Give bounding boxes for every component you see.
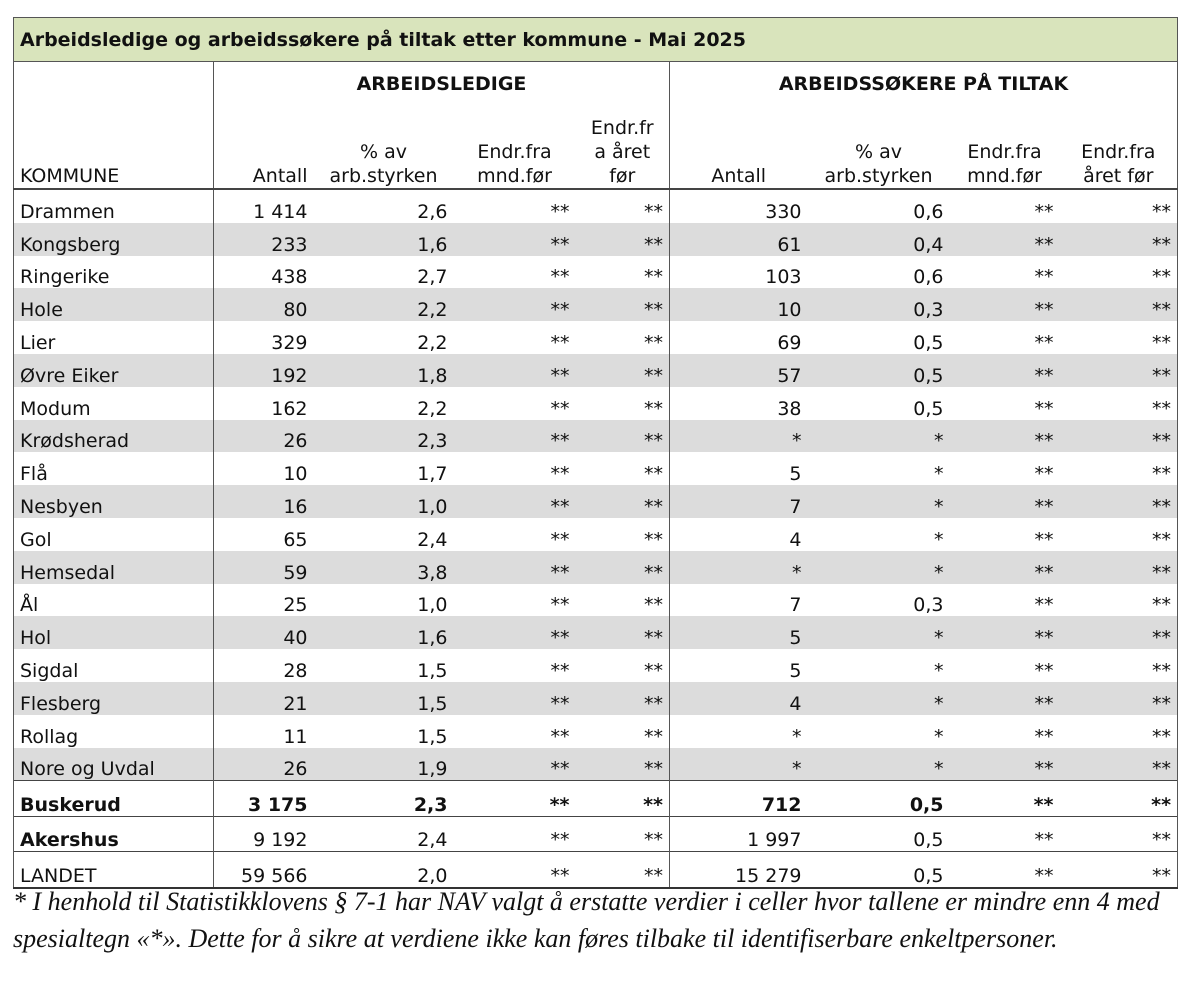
value-cell: 0,5 [913,331,944,354]
value-cell: 1,7 [417,463,448,486]
table-row [14,420,1178,453]
value-cell: 65 [283,528,308,551]
value-cell: ** [1060,189,1178,223]
kommune-cell: Drammen [14,189,214,223]
value-cell: * [670,748,808,781]
value-cell: 3,8 [314,551,454,584]
col-header-al-antall: Antall [214,106,314,189]
value-cell: * [934,725,944,748]
kommune-cell: Ål [14,584,214,617]
value-cell: ** [576,485,670,518]
value-cell: ** [950,682,1060,715]
value-cell: ** [1060,649,1178,682]
kommune-cell: Nore og Uvdal [14,748,214,781]
col-header-al-mnd: Endr.fra mnd.før [454,106,576,189]
kommune-cell: Krødsherad [14,420,214,453]
value-cell: 2,2 [417,397,448,420]
value-cell: ** [576,551,670,584]
value-cell: ** [454,223,576,256]
table-row [14,321,1178,354]
col-header-at-antall: Antall [670,106,808,189]
table-row [14,682,1178,715]
value-cell: ** [454,616,576,649]
value-cell: ** [1060,452,1178,485]
total-row [14,816,1178,852]
value-cell: ** [1060,223,1178,256]
value-cell: 2,2 [417,331,448,354]
value-cell: ** [576,387,670,420]
value-cell: ** [454,354,576,387]
value-cell: ** [1034,659,1054,682]
value-cell: ** [454,420,576,453]
value-cell: * [934,528,944,551]
value-cell: 1 414 [253,200,308,223]
value-cell: ** [576,321,670,354]
value-cell: 4 [670,682,808,715]
value-cell: ** [1034,331,1054,354]
value-cell: ** [1060,288,1178,321]
value-cell: 26 [214,748,314,781]
value-cell: 16 [214,485,314,518]
value-cell: ** [550,659,570,682]
value-cell: ** [550,266,570,289]
value-cell: ** [950,781,1060,817]
value-cell: ** [1060,682,1178,715]
kommune-cell: Ringerike [14,256,214,289]
value-cell: 712 [670,781,808,817]
value-cell: ** [576,518,670,551]
kommune-cell: Lier [14,321,214,354]
value-cell: ** [454,852,576,888]
kommune-cell: Akershus [14,816,214,852]
value-cell: 69 [777,331,802,354]
value-cell: ** [1060,518,1178,551]
value-cell: 3 175 [214,781,314,817]
value-cell: 5 [670,616,808,649]
value-cell: 1,8 [314,354,454,387]
value-cell: ** [1060,387,1178,420]
value-cell: 21 [214,682,314,715]
title-row [14,18,1178,62]
value-cell: ** [454,485,576,518]
value-cell: ** [576,288,670,321]
value-cell: 233 [214,223,314,256]
value-cell: ** [454,682,576,715]
group-header-arbeidsledige: ARBEIDSLEDIGE [214,62,670,107]
value-cell: * [934,659,944,682]
value-cell: 2,2 [314,288,454,321]
value-cell: ** [950,748,1060,781]
value-cell: 1,6 [314,223,454,256]
value-cell: 15 279 [670,852,808,888]
value-cell: ** [1034,594,1054,617]
kommune-cell: Hole [14,288,214,321]
value-cell: ** [576,189,670,223]
value-cell: 7 [670,485,808,518]
table-row [14,223,1178,256]
value-cell: ** [576,420,670,453]
value-cell: ** [550,463,570,486]
value-cell: 26 [214,420,314,453]
table-row [14,452,1178,485]
table-title: Arbeidsledige og arbeidssøkere på tiltak etter kommune - Mai 2025 [14,18,1178,62]
value-cell: 0,4 [808,223,950,256]
value-cell: 57 [670,354,808,387]
value-cell: 25 [283,594,308,617]
value-cell: ** [950,354,1060,387]
value-cell: ** [1034,266,1054,289]
value-cell: ** [950,420,1060,453]
value-cell: 0,3 [913,594,944,617]
table-totals [14,781,1178,888]
table-row [14,354,1178,387]
value-cell: * [792,725,802,748]
value-cell: ** [576,649,670,682]
footnote: * I henhold til Statistikklovens § 7-1 har NAV valgt å erstatte verdier i celler hvor tallene er mindre enn 4 med spesialtegn «*». Dette for å sikre at verdiene ikke kan føres tilbake til identifiserbare enkeltpersoner. [13,887,1160,953]
value-cell: 59 [214,551,314,584]
table-row [14,485,1178,518]
value-cell: ** [950,616,1060,649]
value-cell: 192 [214,354,314,387]
kommune-cell: Øvre Eiker [14,354,214,387]
kommune-cell: Buskerud [14,781,214,817]
table-row [14,551,1178,584]
table-row [14,715,1178,748]
value-cell: 438 [271,266,308,289]
value-cell: * [808,485,950,518]
value-cell: 59 566 [214,852,314,888]
kommune-cell: Flå [14,452,214,485]
value-cell: 4 [789,528,802,551]
value-cell: ** [454,816,576,852]
value-cell: ** [576,781,670,817]
col-header-at-aar: Endr.fra året før [1060,106,1178,189]
value-cell: ** [576,452,670,485]
value-cell: 38 [777,397,802,420]
value-cell: ** [576,816,670,852]
value-cell: * [808,616,950,649]
value-cell: 10 [670,288,808,321]
value-cell: ** [1060,748,1178,781]
group-header-tiltak: ARBEIDSSØKERE PÅ TILTAK [670,62,1178,107]
kommune-cell: LANDET [14,852,214,888]
value-cell: 2,6 [417,200,448,223]
value-cell: 2,0 [314,852,454,888]
value-cell: ** [576,715,670,748]
value-cell: 1,0 [417,594,448,617]
value-cell: 103 [765,266,802,289]
kommune-cell: Modum [14,387,214,420]
value-cell: ** [1060,256,1178,289]
value-cell: 7 [789,594,802,617]
value-cell: ** [1060,816,1178,852]
value-cell: 0,5 [808,781,950,817]
value-cell: 1,5 [314,682,454,715]
value-cell: ** [454,288,576,321]
col-header-at-pct: % av arb.styrken [808,106,950,189]
table-row [14,387,1178,420]
value-cell: ** [1060,551,1178,584]
table-row [14,256,1178,289]
value-cell: ** [454,781,576,817]
kommune-cell: Gol [14,518,214,551]
value-cell: 330 [765,200,802,223]
value-cell: 5 [789,659,802,682]
col-header-al-aar: Endr.fr a året før [576,106,670,189]
value-cell: ** [550,200,570,223]
table-row [14,748,1178,781]
value-cell: 0,5 [808,852,950,888]
value-cell: 80 [214,288,314,321]
kommune-cell: Sigdal [14,649,214,682]
table-row [14,649,1178,682]
value-cell: ** [550,528,570,551]
col-header-at-mnd: Endr.fra mnd.før [950,106,1060,189]
value-cell: 162 [271,397,308,420]
kommune-cell: Hemsedal [14,551,214,584]
value-cell: ** [1034,725,1054,748]
value-cell: ** [1060,420,1178,453]
value-cell: 40 [214,616,314,649]
value-cell: ** [576,354,670,387]
value-cell: 1,5 [417,725,448,748]
value-cell: ** [550,594,570,617]
col-header-al-pct: % av arb.styrken [314,106,454,189]
value-cell: 5 [789,463,802,486]
value-cell: ** [1034,528,1054,551]
value-cell: 1,9 [314,748,454,781]
value-cell: ** [576,256,670,289]
value-cell: 0,3 [808,288,950,321]
kommune-cell: Hol [14,616,214,649]
kommune-cell: Kongsberg [14,223,214,256]
value-cell: ** [1060,852,1178,888]
total-row [14,781,1178,817]
value-cell: 0,6 [913,266,944,289]
value-cell: 2,4 [417,528,448,551]
value-cell: * [808,682,950,715]
value-cell: 9 192 [214,816,314,852]
value-cell: ** [576,223,670,256]
value-cell: ** [1060,485,1178,518]
value-cell: 28 [283,659,308,682]
value-cell: 10 [283,463,308,486]
value-cell: 2,4 [314,816,454,852]
value-cell: 0,5 [808,816,950,852]
kommune-cell: Flesberg [14,682,214,715]
value-cell: 329 [271,331,308,354]
col-header-kommune: KOMMUNE [14,106,214,189]
value-cell: ** [950,852,1060,888]
value-cell: ** [1060,584,1178,617]
value-cell: * [808,420,950,453]
value-cell: 0,6 [913,200,944,223]
kommune-cell: Rollag [14,715,214,748]
value-cell: * [670,551,808,584]
value-cell: * [808,551,950,584]
value-cell: 0,5 [808,354,950,387]
value-cell: * [670,420,808,453]
value-cell: ** [1060,354,1178,387]
value-cell: 1,5 [417,659,448,682]
value-cell: 11 [283,725,308,748]
value-cell: ** [454,551,576,584]
value-cell: ** [576,852,670,888]
table-body [14,189,1178,781]
value-cell: ** [1060,715,1178,748]
value-cell: ** [576,682,670,715]
value-cell: 2,3 [314,781,454,817]
table-row [14,584,1178,617]
value-cell: ** [550,331,570,354]
value-cell: ** [576,584,670,617]
value-cell: ** [950,288,1060,321]
value-cell: 2,7 [417,266,448,289]
value-cell: ** [1060,616,1178,649]
value-cell: ** [950,816,1060,852]
value-cell: * [808,748,950,781]
table-row [14,189,1178,223]
value-cell: ** [1034,397,1054,420]
value-cell: 2,3 [314,420,454,453]
value-cell: ** [1060,321,1178,354]
value-cell: * [934,463,944,486]
group-header-blank [14,62,214,107]
table-row [14,288,1178,321]
group-header-row [14,62,1178,107]
value-cell: ** [454,748,576,781]
value-cell: ** [1060,781,1178,817]
value-cell: 0,5 [913,397,944,420]
table-row [14,518,1178,551]
kommune-cell: Nesbyen [14,485,214,518]
value-cell: ** [1034,200,1054,223]
value-cell: 1 997 [670,816,808,852]
value-cell: 1,0 [314,485,454,518]
value-cell: ** [950,223,1060,256]
value-cell: ** [950,485,1060,518]
value-cell: 61 [670,223,808,256]
value-cell: ** [576,616,670,649]
table-row [14,616,1178,649]
value-cell: ** [550,725,570,748]
value-cell: ** [1034,463,1054,486]
column-header-row [14,106,1178,189]
value-cell: 1,6 [314,616,454,649]
unemployment-table [13,17,1178,889]
value-cell: ** [576,748,670,781]
value-cell: ** [550,397,570,420]
value-cell: ** [950,551,1060,584]
